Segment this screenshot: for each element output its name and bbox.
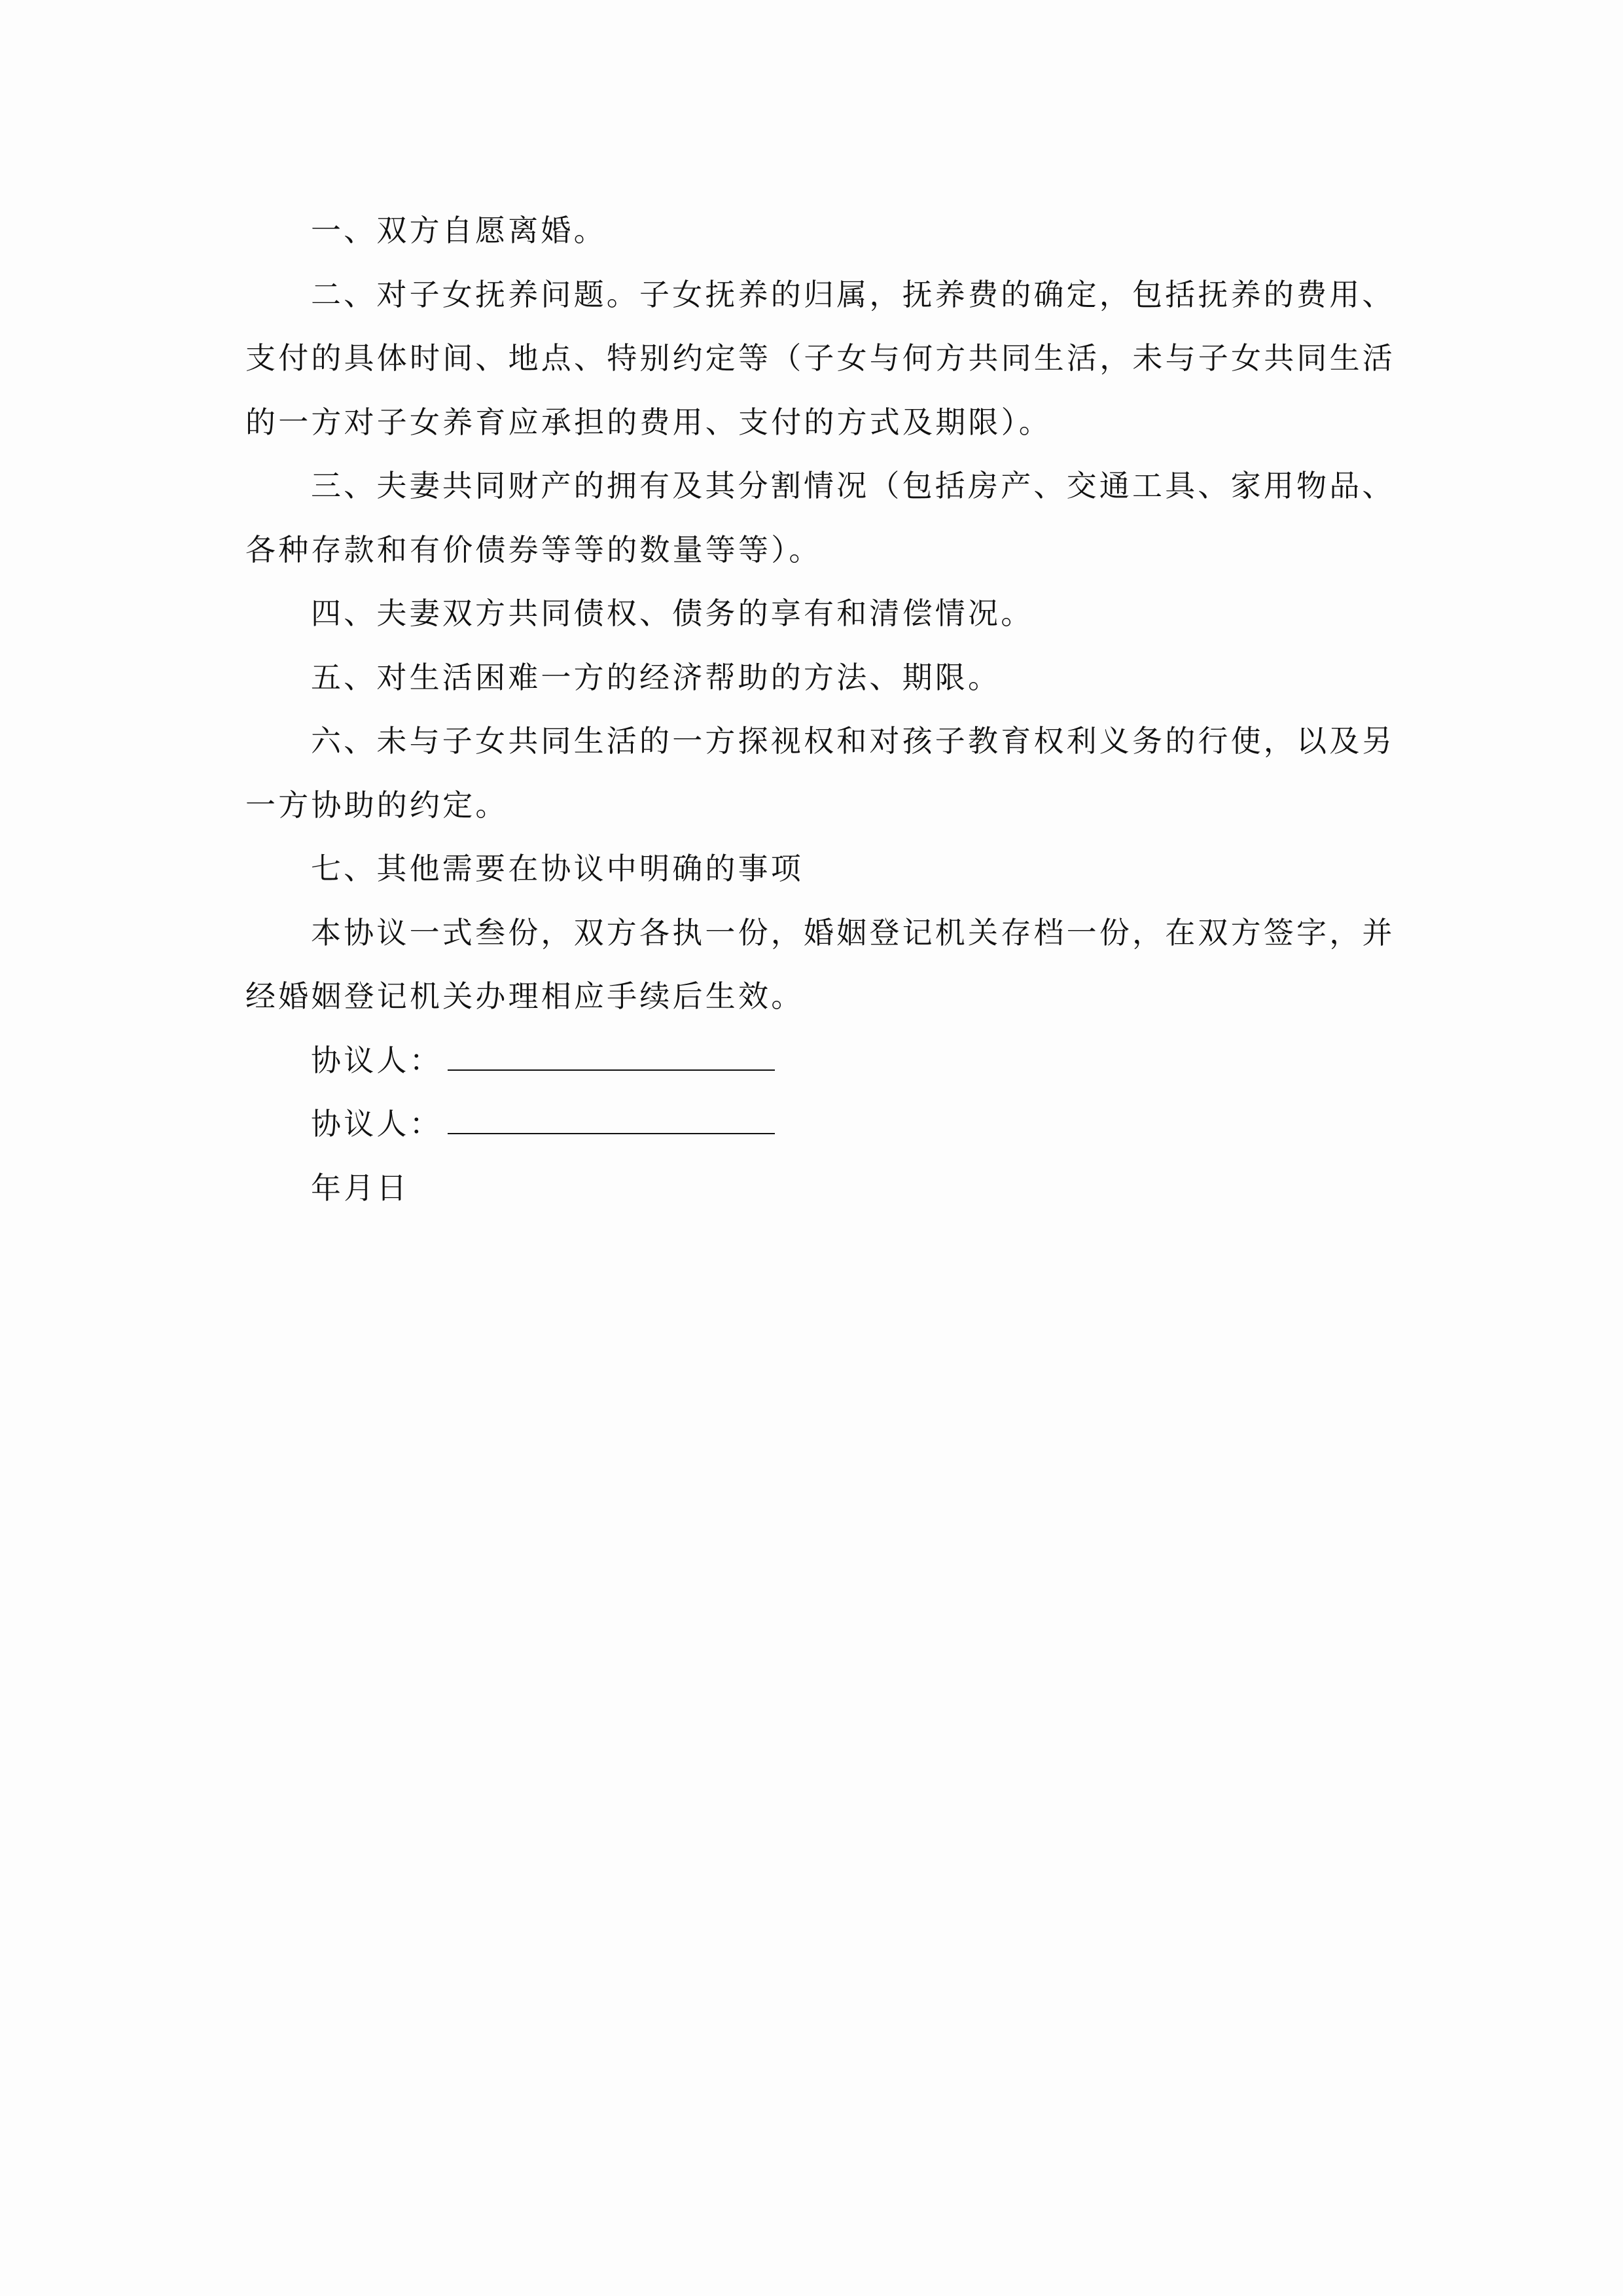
clause-6-line-1: 六、未与子女共同生活的一方探视权和对孩子教育权利义务的行使，以及另 <box>311 723 1395 759</box>
clause-2-line-3: 的一方对子女养育应承担的费用、支付的方式及期限）。 <box>245 404 1052 440</box>
signature-label-2: 协议人： <box>311 1106 442 1141</box>
clause-1-line-1: 一、双方自愿离婚。 <box>311 213 607 248</box>
closing-line-1: 本协议一式叁份，双方各执一份，婚姻登记机关存档一份，在双方签字，并 <box>311 914 1395 950</box>
signature-row-2 <box>245 1104 1397 1168</box>
clause-2-line-1: 二、对子女抚养问题。子女抚养的归属，抚养费的确定，包括抚养的费用、 <box>311 276 1395 312</box>
signature-row-1 <box>245 1041 1397 1105</box>
document-page <box>245 211 1397 1232</box>
signature-field-1[interactable] <box>448 1043 775 1071</box>
date-line: 年月日 <box>311 1170 410 1206</box>
clause-5-line-1: 五、对生活困难一方的经济帮助的方法、期限。 <box>311 659 1001 695</box>
clause-3-line-1: 三、夫妻共同财产的拥有及其分割情况（包括房产、交通工具、家用物品、 <box>311 468 1395 503</box>
clause-4-line-1: 四、夫妻双方共同债权、债务的享有和清偿情况。 <box>311 596 1034 631</box>
closing-line-2: 经婚姻登记机关办理相应手续后生效。 <box>245 978 804 1014</box>
signature-field-2[interactable] <box>448 1107 775 1134</box>
signature-label-1: 协议人： <box>311 1042 442 1078</box>
clause-6-line-2: 一方协助的约定。 <box>245 787 508 823</box>
clause-2-line-2: 支付的具体时间、地点、特别约定等（子女与何方共同生活，未与子女共同生活 <box>245 340 1395 376</box>
clause-3-line-2: 各种存款和有价债券等等的数量等等）。 <box>245 531 822 567</box>
clause-7-line-1: 七、其他需要在协议中明确的事项 <box>311 851 804 886</box>
